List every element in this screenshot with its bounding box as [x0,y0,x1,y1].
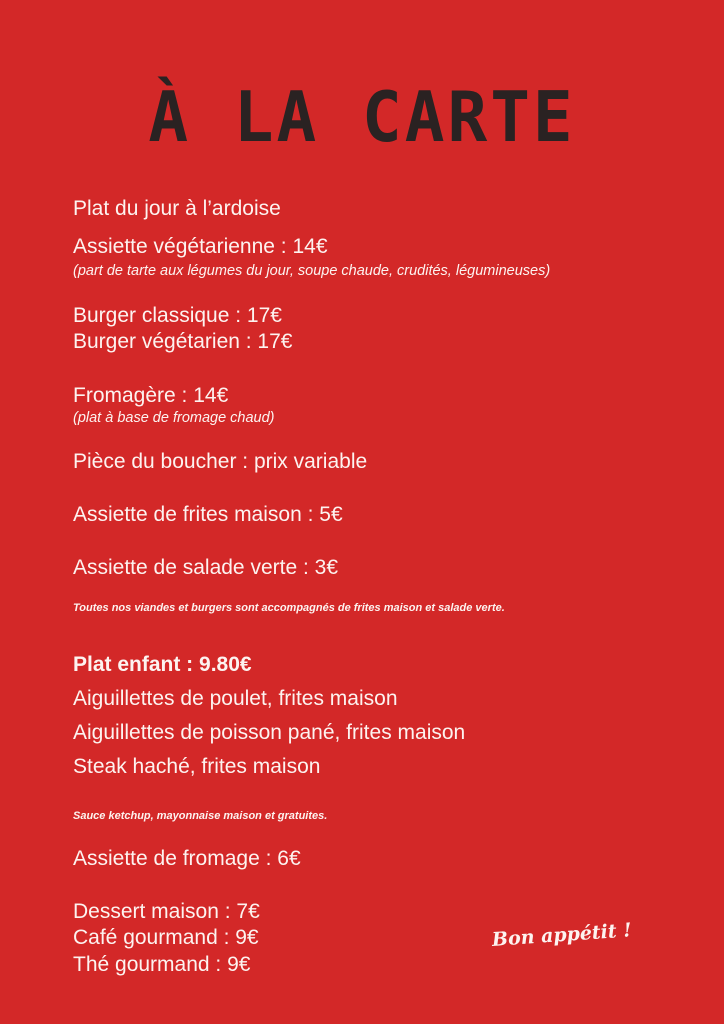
kids-menu-item: Aiguillettes de poulet, frites maison [73,687,398,710]
menu-item-frites-maison: Assiette de frites maison : 5€ [73,503,343,526]
menu-item-piece-du-boucher: Pièce du boucher : prix variable [73,450,368,473]
menu-item-salade-verte: Assiette de salade verte : 3€ [73,556,338,579]
accompaniment-note: Toutes nos viandes et burgers sont accompagnés de frites maison et salade verte. [73,602,505,614]
page-title: À LA CARTE [148,77,576,158]
sauce-note: Sauce ketchup, mayonnaise maison et gratuites. [73,810,328,822]
menu-item-the-gourmand: Thé gourmand : 9€ [73,953,251,976]
kids-menu-item: Aiguillettes de poisson pané, frites maison [73,721,466,744]
kids-menu-item: Steak haché, frites maison [73,755,321,778]
menu-item-burger-vegetarien: Burger végétarien : 17€ [73,330,293,353]
menu-item-assiette-vegetarienne-description: (part de tarte aux légumes du jour, soupe chaude, crudités, légumineuses) [73,263,551,279]
menu-item-cafe-gourmand: Café gourmand : 9€ [73,926,259,949]
menu-item-plat-du-jour: Plat du jour à l’ardoise [73,197,281,220]
menu-item-fromagere: Fromagère : 14€ [73,384,229,407]
menu-item-assiette-vegetarienne: Assiette végétarienne : 14€ [73,235,328,258]
menu-item-dessert-maison: Dessert maison : 7€ [73,900,260,923]
menu-item-fromagere-description: (plat à base de fromage chaud) [73,410,275,426]
bon-appetit-signoff: Bon appétit ! [491,919,633,951]
menu-item-burger-classique: Burger classique : 17€ [73,304,282,327]
menu-item-assiette-fromage: Assiette de fromage : 6€ [73,847,301,870]
kids-menu-heading: Plat enfant : 9.80€ [73,653,252,676]
